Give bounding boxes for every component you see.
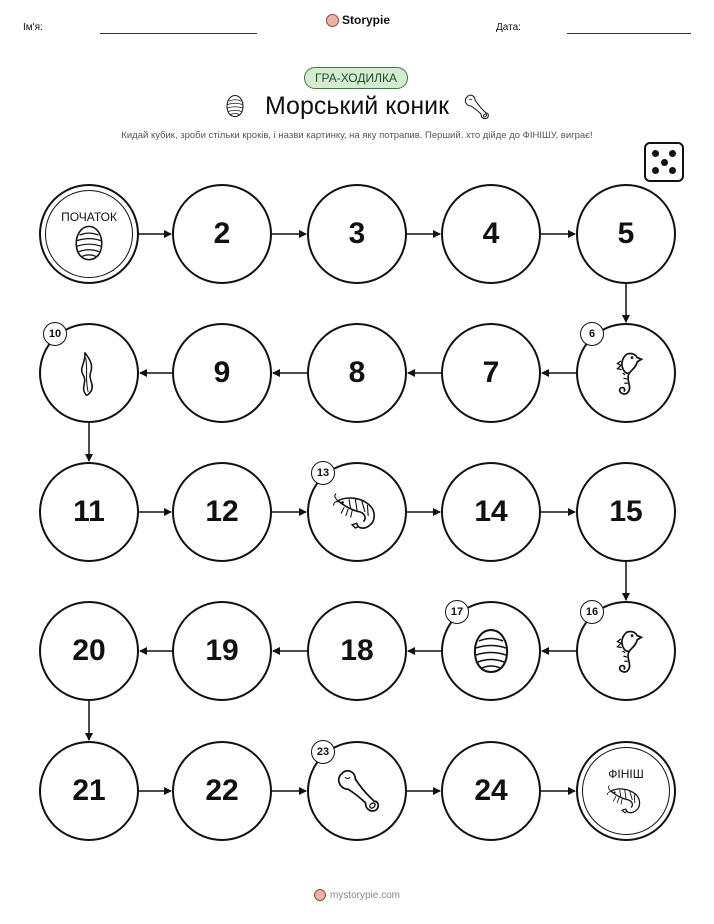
name-label: Ім'я:	[23, 22, 43, 33]
board-cell-25	[576, 741, 676, 841]
board-cell-12	[172, 462, 272, 562]
board-cell-20	[39, 601, 139, 701]
shell-icon	[467, 627, 515, 675]
cell-number: 21	[72, 774, 106, 807]
board-cell-11	[39, 462, 139, 562]
board-cell-24	[441, 741, 541, 841]
board-cell-2	[172, 184, 272, 284]
board-cell-21	[39, 741, 139, 841]
cell-number-tag: 6	[580, 322, 604, 346]
board-cell-23	[307, 741, 407, 841]
board-cell-10	[39, 323, 139, 423]
board-cell-4	[441, 184, 541, 284]
cell-number: 20	[72, 634, 106, 667]
shrimp-icon	[333, 488, 381, 536]
board-cell-13	[307, 462, 407, 562]
cell-number: 15	[609, 495, 643, 528]
cell-number: 14	[474, 495, 508, 528]
seahorse-icon	[602, 627, 650, 675]
cell-number: 22	[205, 774, 239, 807]
board-cell-17	[441, 601, 541, 701]
cell-number-tag: 16	[580, 600, 604, 624]
board-cell-8	[307, 323, 407, 423]
cell-number-tag: 23	[311, 740, 335, 764]
cell-number: 8	[348, 356, 366, 389]
cell-number: 7	[482, 356, 500, 389]
board-cell-9	[172, 323, 272, 423]
date-label: Дата:	[496, 22, 521, 33]
page-title: Морський коник	[264, 92, 450, 120]
cell-number: 9	[213, 356, 231, 389]
cell-number-tag: 10	[43, 322, 67, 346]
cell-number: 2	[213, 217, 231, 250]
cell-number-tag: 17	[445, 600, 469, 624]
board-cell-18	[307, 601, 407, 701]
cell-number: 4	[482, 217, 500, 250]
board-cell-16	[576, 601, 676, 701]
finish-label: ФІНІШ	[608, 767, 644, 781]
instructions: Кидай кубик, зроби стільки кроків, і назви картинку, на яку потрапив. Перший, хто дійде до ФІНІШУ, виграє!	[121, 130, 593, 141]
board-cell-14	[441, 462, 541, 562]
cell-number: 18	[340, 634, 374, 667]
board-cell-3	[307, 184, 407, 284]
cell-number: 19	[205, 634, 239, 667]
cell-number: 12	[205, 495, 239, 528]
cell-number: 11	[73, 495, 105, 528]
seahorse-icon	[602, 349, 650, 397]
brand-name: Storypie	[342, 13, 391, 27]
board-cell-7	[441, 323, 541, 423]
board-cell-19	[172, 601, 272, 701]
seaweed-icon	[65, 349, 113, 397]
board-cell-6	[576, 323, 676, 423]
shrimp-icon	[607, 781, 645, 819]
start-label: ПОЧАТОК	[61, 210, 117, 224]
footer	[0, 889, 714, 901]
cell-number: 5	[617, 217, 635, 250]
cell-number-tag: 13	[311, 461, 335, 485]
board-cell-15	[576, 462, 676, 562]
bear-icon	[314, 889, 326, 901]
footer-url: mystorypie.com	[329, 889, 400, 901]
bone-icon	[333, 767, 381, 815]
cell-number: 24	[474, 774, 508, 807]
board-cell-22	[172, 741, 272, 841]
shell-icon	[70, 224, 108, 262]
board-cell-5	[576, 184, 676, 284]
board-cell-1	[39, 184, 139, 284]
game-type-badge: ГРА-ХОДИЛКА	[304, 67, 408, 89]
cell-number: 3	[348, 217, 366, 250]
